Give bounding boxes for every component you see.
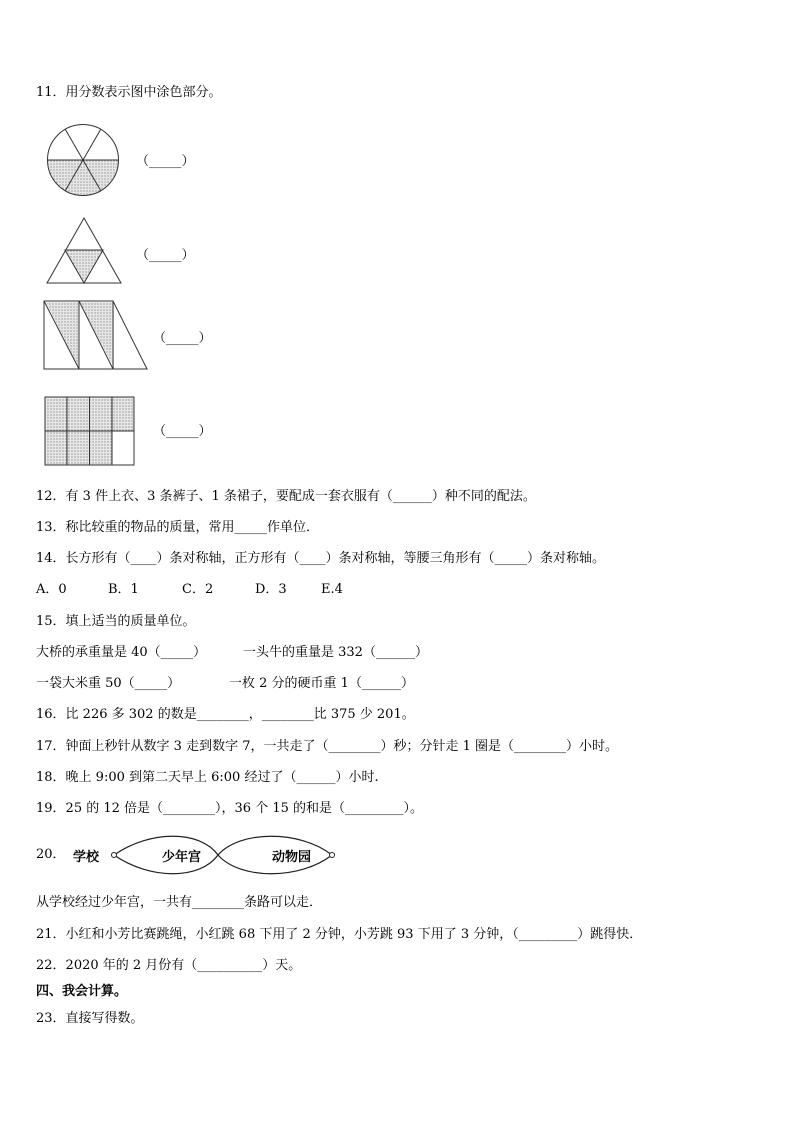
q11-answer-3[interactable]: （_____） xyxy=(153,331,212,346)
q15-item-2: 一头牛的重量是 332（______） xyxy=(243,645,428,660)
q20-text: 从学校经过少年宫，一共有________条路可以走． xyxy=(36,895,323,910)
q15-item-3: 一袋大米重 50（_____） xyxy=(36,676,181,691)
circle-figure xyxy=(44,122,124,198)
q14-option-c[interactable]: C．2 xyxy=(182,582,214,597)
route-zoo: 动物园 xyxy=(272,850,312,865)
q11-answer-1[interactable]: （_____） xyxy=(136,154,195,169)
triangle-figure xyxy=(46,217,122,285)
q19: 19．25 的 12 倍是（________），36 个 15 的和是（_________）。 xyxy=(36,801,424,816)
parallelogram-figure xyxy=(43,300,149,372)
q22: 22．2020 年的 2 月份有（__________）天。 xyxy=(36,958,302,973)
q21: 21．小红和小芳比赛跳绳，小红跳 68 下用了 2 分钟，小芳跳 93 下用了 3 分钟，（_________）跳得快． xyxy=(36,927,643,942)
q14-option-e[interactable]: E.4 xyxy=(321,582,343,597)
q23: 23．直接写得数。 xyxy=(36,1011,144,1026)
q11-answer-2[interactable]: （_____） xyxy=(136,248,195,263)
q17: 17．钟面上秒针从数字 3 走到数字 7，一共走了（________）秒；分针走 1 圈是（________）小时。 xyxy=(36,739,619,754)
section-4-heading: 四、我会计算。 xyxy=(36,984,128,999)
q11-title: 11．用分数表示图中涂色部分。 xyxy=(36,85,222,100)
q16: 16．比 226 多 302 的数是________，________比 375 少 201。 xyxy=(36,707,415,722)
q14-option-b[interactable]: B．1 xyxy=(108,582,139,597)
route-school: 学校 xyxy=(73,850,100,865)
q14-option-a[interactable]: A．0 xyxy=(36,582,67,597)
q15-item-4: 一枚 2 分的硬币重 1（______） xyxy=(229,676,414,691)
q14-option-d[interactable]: D．3 xyxy=(255,582,287,597)
q20-number: 20． xyxy=(36,847,66,862)
q15-title: 15．填上适当的质量单位。 xyxy=(36,614,196,629)
q15-item-1: 大桥的承重量是 40（_____） xyxy=(36,645,207,660)
q12: 12．有 3 件上衣、3 条裤子、1 条裙子，要配成一套衣服有（______）种不同的配法。 xyxy=(36,489,536,504)
grid-rectangle-figure xyxy=(44,396,136,466)
q13: 13．称比较重的物品的质量，常用_____作单位． xyxy=(36,520,320,535)
q11-answer-4[interactable]: （_____） xyxy=(153,424,212,439)
q14: 14．长方形有（____）条对称轴，正方形有（____）条对称轴，等腰三角形有（_____）条对称轴。 xyxy=(36,551,606,566)
q18: 18．晚上 9:00 到第二天早上 6:00 经过了（______）小时. xyxy=(36,770,379,785)
route-youth-palace: 少年宫 xyxy=(162,850,202,865)
